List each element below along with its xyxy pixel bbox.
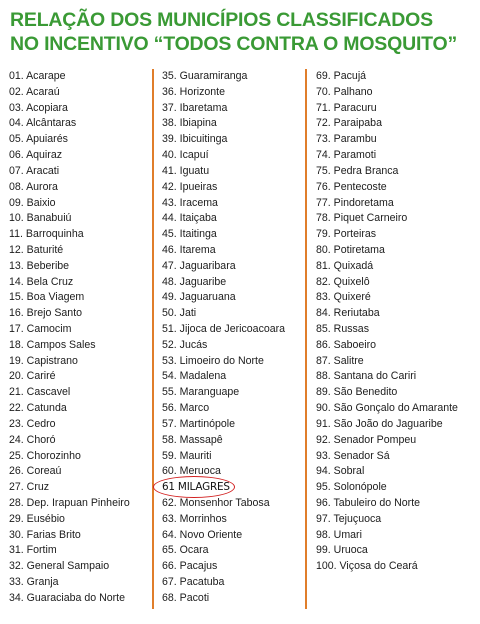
municipality-item: 73. Parambu bbox=[316, 133, 377, 146]
municipality-column-3 bbox=[316, 69, 476, 575]
page-title bbox=[10, 8, 476, 56]
municipality-item: 44. Itaiçaba bbox=[162, 212, 217, 225]
municipality-item: 18. Campos Sales bbox=[9, 338, 96, 351]
municipality-item: 07. Aracati bbox=[9, 164, 60, 177]
municipality-column-1 bbox=[9, 69, 147, 607]
municipality-item: 09. Baixio bbox=[9, 196, 56, 209]
highlight-circle bbox=[153, 476, 235, 498]
municipality-item: 75. Pedra Branca bbox=[316, 164, 399, 177]
municipality-item: 99. Uruoca bbox=[316, 544, 368, 557]
municipality-item: 72. Paraipaba bbox=[316, 117, 382, 130]
municipality-item: 80. Potiretama bbox=[316, 243, 385, 256]
municipality-item: 14. Bela Cruz bbox=[9, 275, 74, 288]
municipality-item: 71. Paracuru bbox=[316, 101, 377, 114]
municipality-item: 06. Aquiraz bbox=[9, 149, 63, 162]
municipality-item: 01. Acarape bbox=[9, 70, 66, 82]
column-separator bbox=[305, 69, 307, 609]
municipality-item: 26. Coreaú bbox=[9, 465, 62, 478]
municipality-item: 84. Reriutaba bbox=[316, 307, 380, 320]
municipality-item: 27. Cruz bbox=[9, 481, 50, 494]
municipality-item: 58. Massapê bbox=[162, 433, 223, 446]
municipality-item: 17. Camocim bbox=[9, 323, 72, 335]
municipality-item: 63. Morrinhos bbox=[162, 512, 227, 525]
municipality-item: 78. Piquet Carneiro bbox=[316, 212, 408, 225]
municipality-item: 29. Eusébio bbox=[9, 512, 65, 525]
municipality-item: 24. Choró bbox=[9, 433, 56, 446]
municipality-item: 77. Pindoretama bbox=[316, 196, 394, 209]
municipality-item: 81. Quixadá bbox=[316, 259, 374, 272]
municipality-item: 60. Meruoca bbox=[162, 465, 221, 478]
municipality-item: 52. Jucás bbox=[162, 338, 208, 351]
municipality-item: 41. Iguatu bbox=[162, 164, 210, 177]
municipality-item: 33. Granja bbox=[9, 576, 59, 588]
municipality-item: 05. Apuiarés bbox=[9, 133, 68, 146]
municipality-item: 64. Novo Oriente bbox=[162, 528, 243, 541]
municipality-item: 28. Dep. Irapuan Pinheiro bbox=[9, 496, 130, 509]
municipality-item: 100. Viçosa do Ceará bbox=[316, 560, 418, 573]
municipality-item: 55. Maranguape bbox=[162, 386, 240, 399]
municipality-item: 56. Marco bbox=[162, 402, 210, 415]
municipality-item: 30. Farias Brito bbox=[9, 528, 81, 541]
municipality-item: 23. Cedro bbox=[9, 417, 56, 430]
municipality-item: 54. Madalena bbox=[162, 370, 227, 383]
municipality-item: 43. Iracema bbox=[162, 196, 218, 209]
municipality-item: 66. Pacajus bbox=[162, 560, 218, 573]
municipality-item: 02. Acaraú bbox=[9, 85, 60, 98]
municipality-item: 88. Santana do Cariri bbox=[316, 370, 417, 383]
municipality-item-highlighted: 61 MILAGRES bbox=[162, 481, 230, 494]
municipality-item: 50. Jati bbox=[162, 307, 197, 320]
municipality-item: 97. Tejuçuoca bbox=[316, 512, 382, 525]
municipality-item: 83. Quixeré bbox=[316, 291, 371, 304]
municipality-item: 35. Guaramiranga bbox=[162, 70, 248, 82]
municipality-item: 70. Palhano bbox=[316, 85, 373, 98]
municipality-item: 87. Salitre bbox=[316, 354, 364, 367]
municipality-item: 10. Banabuiú bbox=[9, 212, 72, 225]
municipality-item: 51. Jijoca de Jericoacoara bbox=[162, 323, 286, 335]
municipality-item: 39. Ibicuitinga bbox=[162, 133, 228, 146]
municipality-item: 57. Martinópole bbox=[162, 417, 236, 430]
title-line-1: RELAÇÃO DOS MUNICÍPIOS CLASSIFICADOS bbox=[10, 9, 433, 31]
municipality-item: 08. Aurora bbox=[9, 180, 58, 193]
municipality-item: 94. Sobral bbox=[316, 465, 365, 478]
municipality-item: 03. Acopiara bbox=[9, 101, 68, 114]
column-separator bbox=[152, 69, 154, 609]
municipality-item: 74. Paramoti bbox=[316, 149, 377, 162]
municipality-item: 76. Pentecoste bbox=[316, 180, 387, 193]
title-line-2: NO INCENTIVO “TODOS CONTRA O MOSQUITO” bbox=[10, 33, 458, 55]
municipality-item: 13. Beberibe bbox=[9, 259, 70, 272]
municipality-item: 15. Boa Viagem bbox=[9, 291, 85, 304]
municipality-item: 38. Ibiapina bbox=[162, 117, 217, 130]
municipality-item: 82. Quixelô bbox=[316, 275, 370, 288]
municipality-item: 36. Horizonte bbox=[162, 85, 226, 98]
municipality-item: 04. Alcântaras bbox=[9, 117, 77, 130]
municipality-item: 79. Porteiras bbox=[316, 228, 377, 241]
municipality-item: 67. Pacatuba bbox=[162, 576, 225, 588]
municipality-item: 16. Brejo Santo bbox=[9, 307, 83, 320]
municipality-item: 69. Pacujá bbox=[316, 70, 367, 82]
municipality-item: 96. Tabuleiro do Norte bbox=[316, 496, 421, 509]
municipality-column-2 bbox=[162, 69, 302, 607]
municipality-item: 12. Baturité bbox=[9, 243, 64, 256]
municipality-item: 21. Cascavel bbox=[9, 386, 71, 399]
municipality-item: 89. São Benedito bbox=[316, 386, 398, 399]
municipality-item: 11. Barroquinha bbox=[9, 228, 84, 241]
municipality-item: 91. São João do Jaguaribe bbox=[316, 417, 443, 430]
municipality-item: 40. Icapuí bbox=[162, 149, 209, 162]
municipality-item: 92. Senador Pompeu bbox=[316, 433, 417, 446]
municipality-item: 65. Ocara bbox=[162, 544, 209, 557]
municipality-item: 37. Ibaretama bbox=[162, 101, 228, 114]
municipality-item: 59. Mauriti bbox=[162, 449, 212, 462]
municipality-item: 62. Monsenhor Tabosa bbox=[162, 496, 270, 509]
municipality-item: 20. Cariré bbox=[9, 370, 56, 383]
municipality-item: 34. Guaraciaba do Norte bbox=[9, 591, 126, 604]
municipality-item: 25. Chorozinho bbox=[9, 449, 81, 462]
municipality-item: 53. Limoeiro do Norte bbox=[162, 354, 264, 367]
municipality-item: 19. Capistrano bbox=[9, 354, 78, 367]
municipality-item: 31. Fortim bbox=[9, 544, 57, 557]
municipality-item: 32. General Sampaio bbox=[9, 560, 110, 573]
municipality-list bbox=[0, 69, 480, 609]
municipality-item: 46. Itarema bbox=[162, 243, 216, 256]
municipality-item: 86. Saboeiro bbox=[316, 338, 377, 351]
municipality-item: 85. Russas bbox=[316, 323, 369, 335]
municipality-item: 48. Jaguaribe bbox=[162, 275, 227, 288]
municipality-item: 98. Umari bbox=[316, 528, 362, 541]
municipality-item: 45. Itaitinga bbox=[162, 228, 217, 241]
municipality-item: 42. Ipueiras bbox=[162, 180, 218, 193]
municipality-item: 49. Jaguaruana bbox=[162, 291, 236, 304]
municipality-item: 90. São Gonçalo do Amarante bbox=[316, 402, 458, 415]
municipality-item: 22. Catunda bbox=[9, 402, 67, 415]
municipality-item: 47. Jaguaribara bbox=[162, 259, 236, 272]
municipality-item: 93. Senador Sá bbox=[316, 449, 390, 462]
municipality-item: 68. Pacoti bbox=[162, 591, 210, 604]
municipality-item: 95. Solonópole bbox=[316, 481, 387, 494]
